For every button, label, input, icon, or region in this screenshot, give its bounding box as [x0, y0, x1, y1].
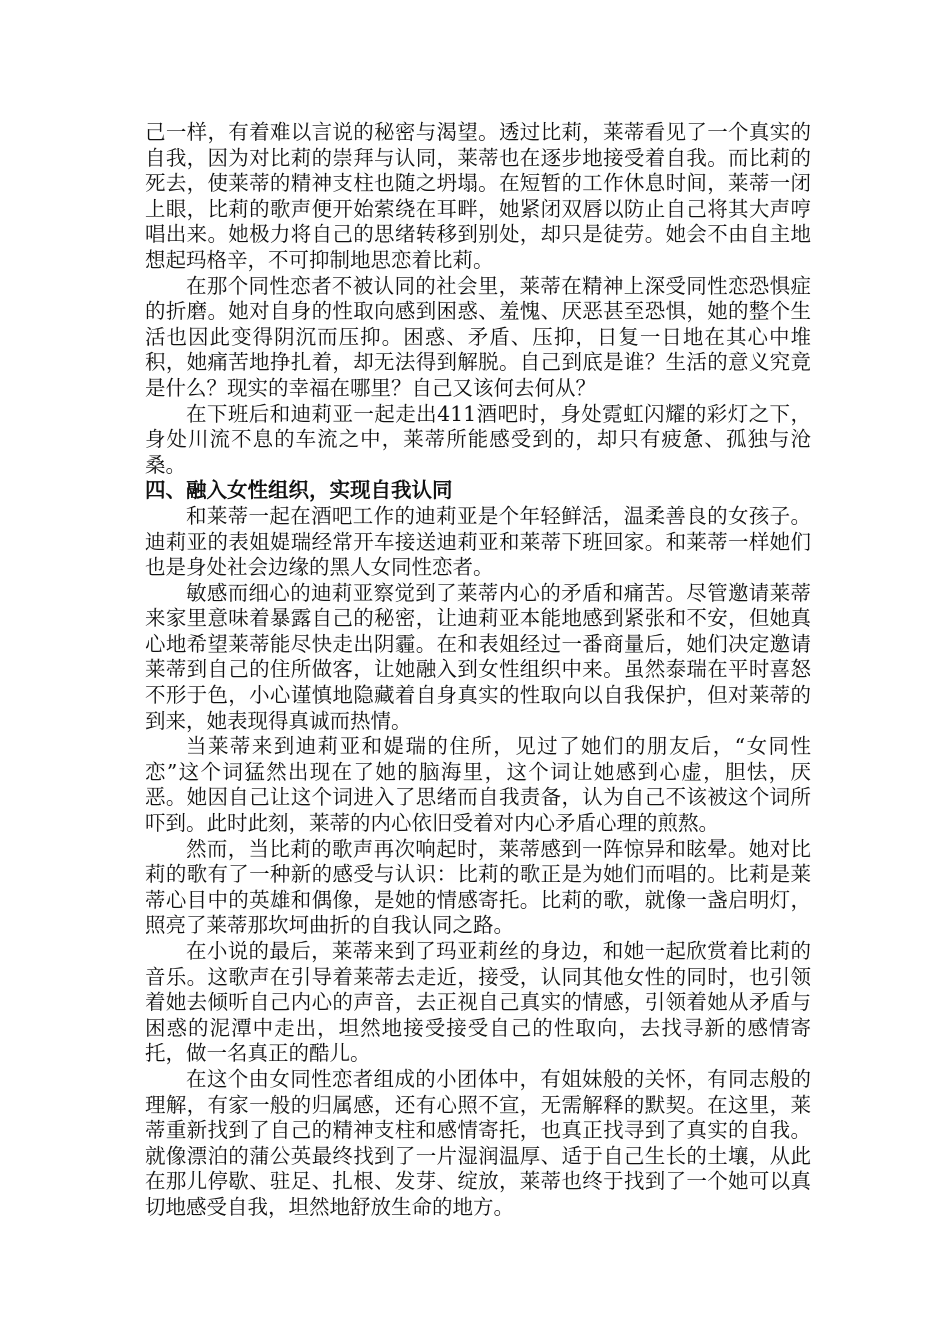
section-heading: 四、融入女性组织，实现自我认同 [145, 478, 453, 503]
document-page [145, 120, 811, 1221]
paragraph: 敏感而细心的迪莉亚察觉到了莱蒂内心的矛盾和痛苦。尽管邀请莱蒂来家里意味着暴露自己的秘密，让迪莉亚本能地感到紧张和不安，但她真心地希望莱蒂能尽快走出阴霾。在和表姐经过一番商量后，她们决定邀请莱蒂到自己的住所做客，让她融入到女性组织中来。虽然泰瑞在平时喜怒不形于色，小心谨慎地隐藏着自身真实的性取向以自我保护，但对莱蒂的到来，她表现得真诚而热情。 [145, 580, 811, 733]
paragraph: 在下班后和迪莉亚一起走出411酒吧时，身处霓虹闪耀的彩灯之下，身处川流不息的车流之中，莱蒂所能感受到的，却只有疲惫、孤独与沧桑。 [145, 401, 811, 477]
paragraph: 当莱蒂来到迪莉亚和媞瑞的住所，见过了她们的朋友后，“女同性恋”这个词猛然出现在了她的脑海里，这个词让她感到心虚，胆怯，厌恶。她因自己让这个词进入了思绪而自我责备，认为自己不该被这个词所吓到。此时此刻，莱蒂的内心依旧受着对内心矛盾心理的煎熬。 [145, 734, 811, 836]
paragraph: 在这个由女同性恋者组成的小团体中，有姐妹般的关怀，有同志般的理解，有家一般的归属感，还有心照不宣，无需解释的默契。在这里，莱蒂重新找到了自己的精神支柱和感情寄托，也真正找寻到了真实的自我。就像漂泊的蒲公英最终找到了一片湿润温厚、适于自己生长的土壤，从此在那儿停歇、驻足、扎根、发芽、绽放，莱蒂也终于找到了一个她可以真切地感受自我，坦然地舒放生命的地方。 [145, 1066, 811, 1219]
paragraph: 己一样，有着难以言说的秘密与渴望。透过比莉，莱蒂看见了一个真实的自我，因为对比莉的崇拜与认同，莱蒂也在逐步地接受着自我。而比莉的死去，使莱蒂的精神支柱也随之坍塌。在短暂的工作休息时间，莱蒂一闭上眼，比莉的歌声便开始萦绕在耳畔，她紧闭双唇以防止自己将其大声哼唱出来。她极力将自己的思绪转移到别处，却只是徒劳。她会不由自主地想起玛格辛，不可抑制地思恋着比莉。 [145, 120, 811, 272]
paragraph: 在小说的最后，莱蒂来到了玛亚莉丝的身边，和她一起欣赏着比莉的音乐。这歌声在引导着莱蒂去走近，接受，认同其他女性的同时，也引领着她去倾听自己内心的声音，去正视自己真实的情感，引领着她从矛盾与困惑的泥潭中走出，坦然地接受接受自己的性取向，去找寻新的感情寄托，做一名真正的酷儿。 [145, 939, 811, 1066]
paragraph: 然而，当比莉的歌声再次响起时，莱蒂感到一阵惊异和眩晕。她对比莉的歌有了一种新的感受与认识：比莉的歌正是为她们而唱的。比莉是莱蒂心目中的英雄和偶像，是她的情感寄托。比莉的歌，就像一盏启明灯，照亮了莱蒂那坎坷曲折的自我认同之路。 [145, 836, 811, 938]
paragraph: 在那个同性恋者不被认同的社会里，莱蒂在精神上深受同性恋恐惧症的折磨。她对自身的性取向感到困惑、羞愧、厌恶甚至恐惧，她的整个生活也因此变得阴沉而压抑。困惑、矛盾、压抑，日复一日地在其心中堆积，她痛苦地挣扎着，却无法得到解脱。自己到底是谁？生活的意义究竟是什么？现实的幸福在哪里？自己又该何去何从？ [145, 273, 811, 400]
paragraph: 和莱蒂一起在酒吧工作的迪莉亚是个年轻鲜活，温柔善良的女孩子。迪莉亚的表姐媞瑞经常开车接送迪莉亚和莱蒂下班回家。和莱蒂一样她们也是身处社会边缘的黑人女同性恋者。 [145, 503, 811, 580]
